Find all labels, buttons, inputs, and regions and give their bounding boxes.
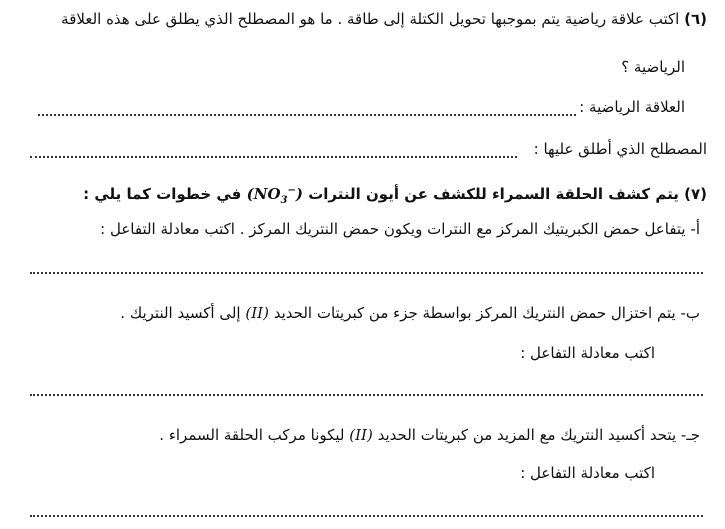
q7-part-c-roman: (II)	[349, 426, 373, 444]
q7-part-b-roman: (II)	[245, 304, 269, 322]
q6-term-label: المصطلح الذي أطلق عليها :	[533, 140, 707, 158]
q7-number: (٧)	[684, 185, 707, 203]
q7-part-b-answer-line[interactable]	[30, 394, 703, 396]
q7-part-b-text: يتم اختزال حمض النتريك المركز بواسطة جزء من كبريتات الحديد	[273, 304, 676, 322]
q7-part-a	[100, 218, 700, 240]
nitrate-ion-formula: $(NO_3^-)$	[246, 185, 303, 206]
q6-line2: الرياضية ؟	[621, 58, 685, 76]
q7-part-a-answer-line[interactable]	[30, 272, 703, 274]
q7-part-c-text-post: ليكونا مركب الحلقة السمراء .	[159, 426, 345, 444]
q7-part-c-letter: جـ-	[680, 426, 700, 444]
q6-relation-label: العلاقة الرياضية :	[579, 98, 685, 116]
q6-term-answer-line[interactable]	[30, 156, 517, 158]
q7-part-a-text: يتفاعل حمض الكبريتيك المركز مع النترات ويكون حمض النتريك المركز . اكتب معادلة التفاعل :	[100, 220, 686, 238]
q7-part-c-text: يتحد أكسيد النتريك مع المزيد من كبريتات الحديد	[377, 426, 677, 444]
q7-part-c-answer-line[interactable]	[30, 515, 703, 517]
q7-part-c	[159, 424, 700, 446]
q6-relation-answer-line[interactable]	[38, 114, 576, 116]
q7-intro-post: في خطوات كما يلي :	[83, 185, 242, 203]
q7-part-a-letter: أ-	[690, 220, 700, 238]
q6-number: (٦)	[684, 10, 707, 28]
q7-part-b-text-post: إلى أكسيد النتريك .	[120, 304, 241, 322]
q6-text-line1: اكتب علاقة رياضية يتم بموجبها تحويل الكتلة إلى طاقة . ما هو المصطلح الذي يطلق على هذه العلاقة	[61, 10, 680, 28]
q7-intro	[83, 180, 707, 212]
q7-part-b	[120, 302, 700, 324]
q7-part-b-prompt: اكتب معادلة التفاعل :	[520, 344, 655, 362]
q7-intro-text: يتم كشف الحلقة السمراء للكشف عن أيون النترات	[308, 185, 679, 203]
q7-part-b-letter: ب-	[680, 304, 700, 322]
q7-part-c-prompt: اكتب معادلة التفاعل :	[520, 464, 655, 482]
q6-line1	[61, 8, 707, 30]
